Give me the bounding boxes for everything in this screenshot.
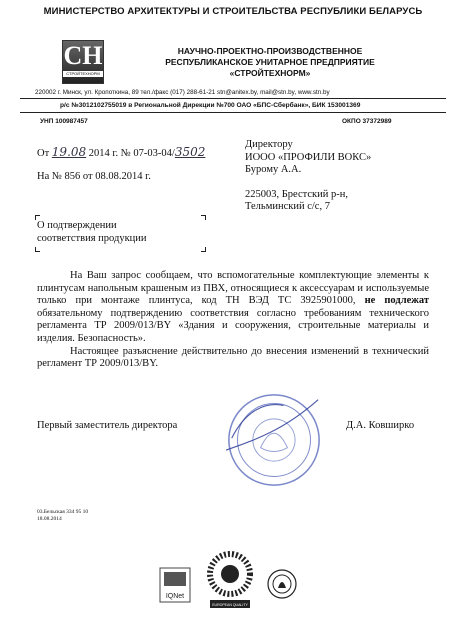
header-divider-top [20,98,446,99]
body-paragraph-2: Настоящее разъяснение действительно до внесения изменений в технический регламент ТР 2009/013/BY. [37,345,429,370]
p1-part-b: обязательному подтверждению соответствия согласно требованиям технического регламента ТР 2009/013/BY «Здания и сооружения, строительные материалы и изделия. Безопасность». [37,307,429,344]
signatory-position: Первый заместитель директора [37,420,178,431]
header-divider-bottom [20,112,446,113]
recipient-line-5: Тельминский с/с, 7 [245,201,330,212]
executor-line-2: 18.08.2014 [37,516,62,522]
outgoing-reference [37,145,205,159]
org-line-1: НАУЧНО-ПРОЕКТНО-ПРОИЗВОДСТВЕННОЕ [177,46,363,56]
subject-corner-tr [201,215,206,220]
org-line-2: РЕСПУБЛИКАНСКОЕ УНИТАРНОЕ ПРЕДПРИЯТИЕ [165,57,375,67]
unp-number: УНП 100987457 [40,118,88,125]
body-paragraph-1 [37,270,429,346]
executor-line-1: 03.Бельская 334 95 10 [37,509,89,515]
executor-note [37,509,88,523]
certification-logos [150,546,310,618]
contact-address: 220002 г. Минск, ул. Кропоткина, 89 тел./факс (017) 288-61-21 stn@anitex.by, mail@stn.by, www.stn.by [35,89,330,96]
recipient-block [245,139,371,214]
p1-part-a: На Ваш запрос сообщаем, что вспомогательные комплектующие элементы к плинтусам напольным крашеным из ПВХ, относящиеся к аксессуарам и используемые только при монтаже плинтуса, код ТН ВЭД ТС 3925901000, [37,270,429,307]
letter-body [37,270,429,371]
handwritten-number: 3502 [174,145,206,159]
reply-reference: На № 856 от 08.08.2014 г. [37,171,151,182]
bank-details: р/с №3012102755019 в Региональной Дирекции №700 ОАО «БПС-Сбербанк», БИК 153001369 [60,102,361,109]
subject-line-2: соответствия продукции [37,232,147,244]
quality-text: EUROPEAN QUALITY [212,603,248,607]
quality-star-logo [210,554,250,608]
handwritten-date: 19.08 [51,145,87,159]
subject-corner-br [201,247,206,252]
subject-block [37,220,147,245]
recipient-line-4: 225003, Брестский р-н, [245,188,348,200]
okpo-number: ОКПО 37372989 [342,118,392,125]
from-prefix: От [37,148,50,159]
recipient-line-1: Директору [245,139,293,150]
seal-logo [268,570,296,598]
org-line-3: «СТРОЙТЕХНОРМ» [229,68,311,78]
iqnet-logo [160,568,190,602]
signatory-name: Д.А. Ковширко [346,420,415,431]
organization-name [120,46,420,79]
p1-bold: не подлежат [364,295,429,307]
recipient-line-2: ИООО «ПРОФИЛИ ВОКС» [245,151,372,163]
subject-line-1: О подтверждении [37,220,117,231]
from-year-number: 2014 г. № 07-03-04/ [88,148,175,159]
recipient-line-3: Бурому А.А. [245,164,302,175]
official-stamp [226,392,322,488]
ministry-title: МИНИСТЕРСТВО АРХИТЕКТУРЫ И СТРОИТЕЛЬСТВА РЕСПУБЛИКИ БЕЛАРУСЬ [43,6,423,17]
iqnet-text: IQNet [165,593,185,600]
company-logo [62,40,104,84]
logo-caption: СТРОЙТЕХНОРМ [63,71,103,77]
subject-corner-bl [35,247,40,252]
logo-letters: СН [63,41,103,70]
